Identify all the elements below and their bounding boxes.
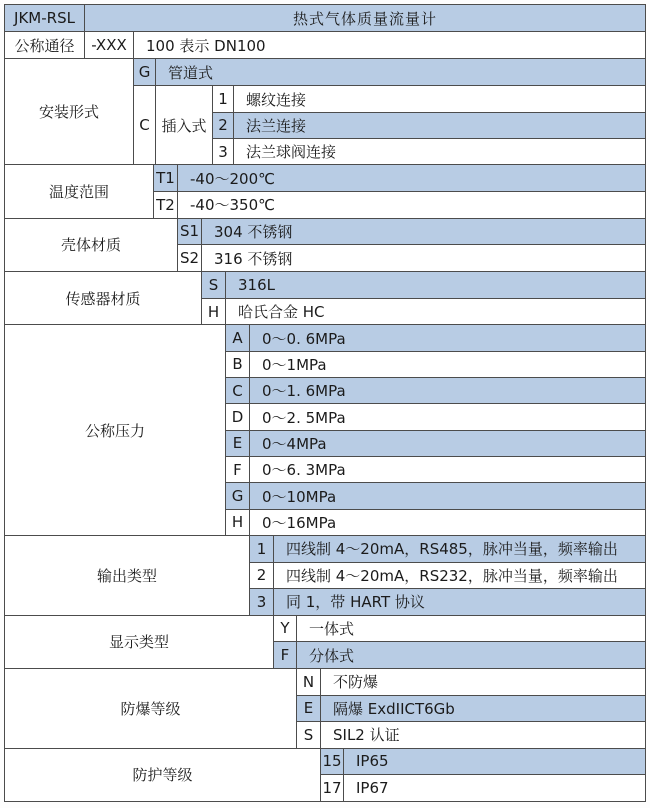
- section-sensor-material: [5, 272, 645, 325]
- option-row: [178, 245, 645, 271]
- option-desc: SIL2 认证: [333, 726, 400, 745]
- section-label: 壳体材质: [5, 219, 178, 271]
- option-desc: 四线制 4～20mA，RS232，脉冲当量，频率输出: [286, 566, 618, 585]
- option-row: [213, 113, 645, 139]
- section-options: [178, 219, 645, 271]
- insert-options: [213, 86, 645, 164]
- section-options: [154, 165, 645, 217]
- option-code: -XXX: [85, 32, 134, 58]
- option-code: S1: [178, 219, 202, 245]
- section-installation: [5, 59, 645, 165]
- option-code: C: [226, 378, 250, 403]
- section-protection-rating: [5, 749, 645, 801]
- option-code: G: [226, 483, 250, 508]
- option-code: 2: [213, 113, 234, 138]
- option-desc: IP65: [356, 752, 389, 771]
- option-row: [134, 59, 645, 86]
- option-desc: 分体式: [309, 646, 355, 665]
- option-desc: -40～350℃: [190, 196, 275, 215]
- option-desc: 法兰连接: [246, 116, 307, 135]
- option-code: F: [274, 642, 297, 668]
- option-row: [226, 352, 645, 378]
- option-row: [154, 192, 645, 218]
- option-desc: 螺纹连接: [246, 90, 307, 109]
- option-row: [202, 299, 645, 325]
- option-row: [226, 483, 645, 509]
- option-code: 3: [250, 589, 274, 615]
- option-row: [213, 86, 645, 112]
- option-desc: 316 不锈钢: [214, 249, 293, 268]
- product-title: 热式气体质量流量计: [292, 9, 437, 28]
- option-desc: 同 1，带 HART 协议: [286, 593, 425, 612]
- section-label: 传感器材质: [5, 272, 202, 324]
- spec-table: [4, 4, 646, 802]
- option-row: [250, 536, 645, 563]
- option-code: 1: [213, 86, 234, 111]
- option-row: [297, 696, 645, 723]
- option-row: [250, 563, 645, 590]
- section-options: [274, 616, 645, 668]
- option-row: [213, 139, 645, 164]
- section-housing-material: [5, 219, 645, 272]
- section-label: 输出类型: [5, 536, 250, 615]
- option-code: N: [297, 669, 321, 695]
- section-label: 温度范围: [5, 165, 154, 217]
- option-row: [226, 404, 645, 430]
- option-code: E: [297, 696, 321, 722]
- option-desc: 0～6. 3MPa: [262, 461, 346, 480]
- section-label: 公称通径: [5, 32, 85, 58]
- option-code: C: [134, 86, 156, 164]
- section-label: 公称压力: [5, 325, 226, 535]
- section-options: [226, 325, 645, 535]
- option-desc: 0～10MPa: [262, 487, 337, 506]
- option-code: 3: [213, 139, 234, 164]
- option-desc: 304 不锈钢: [214, 222, 293, 241]
- option-code: H: [226, 510, 250, 535]
- option-desc: 一体式: [309, 619, 355, 638]
- section-options: [250, 536, 645, 615]
- option-code: H: [202, 299, 226, 325]
- option-desc: 法兰球阀连接: [246, 143, 337, 162]
- option-code: Y: [274, 616, 297, 642]
- option-code: E: [226, 431, 250, 456]
- option-code: T1: [154, 165, 178, 191]
- option-row: [226, 457, 645, 483]
- section-nominal-diameter: [5, 32, 645, 59]
- option-code: 2: [250, 563, 274, 589]
- option-desc: -40～200℃: [190, 169, 275, 188]
- option-row: [154, 165, 645, 192]
- option-code: B: [226, 352, 250, 377]
- option-desc: 0～1MPa: [262, 355, 327, 374]
- section-temperature-range: [5, 165, 645, 218]
- option-desc: 0～4MPa: [262, 434, 327, 453]
- option-row: [178, 219, 645, 246]
- section-output-type: [5, 536, 645, 616]
- option-code: A: [226, 325, 250, 350]
- option-code: D: [226, 404, 250, 429]
- section-nominal-pressure: [5, 325, 645, 536]
- option-row: [274, 642, 645, 668]
- option-code: 17: [321, 775, 344, 801]
- option-row: [202, 272, 645, 299]
- option-row: [297, 669, 645, 696]
- option-row: [226, 378, 645, 404]
- section-options: [134, 59, 645, 164]
- option-code: T2: [154, 192, 178, 218]
- section-label: 防爆等级: [5, 669, 297, 748]
- option-code: S: [202, 272, 226, 298]
- section-display-type: [5, 616, 645, 669]
- section-label: 安装形式: [5, 59, 134, 164]
- model-cell: JKM-RSL: [5, 5, 85, 31]
- option-desc: 0～0. 6MPa: [262, 329, 346, 348]
- option-code: S2: [178, 245, 202, 271]
- option-desc: 0～1. 6MPa: [262, 382, 346, 401]
- option-row: [226, 510, 645, 535]
- option-desc: 隔爆 ExdIICT6Gb: [333, 699, 455, 718]
- option-desc: 管道式: [168, 63, 214, 82]
- option-row: [321, 775, 645, 801]
- option-desc: 四线制 4～20mA，RS485，脉冲当量，频率输出: [286, 540, 618, 559]
- option-row: [274, 616, 645, 643]
- section-options: [321, 749, 645, 801]
- insert-group: [134, 86, 645, 164]
- option-row: [250, 589, 645, 615]
- option-code: S: [297, 722, 321, 748]
- section-options: [297, 669, 645, 748]
- option-code: G: [134, 59, 156, 85]
- section-explosion-proof-rating: [5, 669, 645, 749]
- option-row: [321, 749, 645, 776]
- option-row: [226, 431, 645, 457]
- option-desc: 哈氏合金 HC: [238, 303, 325, 322]
- option-desc: 0～16MPa: [262, 513, 337, 532]
- option-code: 1: [250, 536, 274, 562]
- insert-name-cell: 插入式: [156, 86, 213, 164]
- header-row: [5, 5, 645, 32]
- option-code: F: [226, 457, 250, 482]
- option-desc: 100 表示 DN100: [146, 36, 266, 55]
- option-desc: 316L: [238, 275, 275, 294]
- section-options: [202, 272, 645, 324]
- option-row: [297, 722, 645, 748]
- option-desc: IP67: [356, 779, 389, 798]
- option-desc: 0～2. 5MPa: [262, 408, 346, 427]
- option-code: 15: [321, 749, 344, 775]
- section-label: 防护等级: [5, 749, 321, 801]
- option-desc: 不防爆: [333, 673, 379, 692]
- section-label: 显示类型: [5, 616, 274, 668]
- option-row: [226, 325, 645, 351]
